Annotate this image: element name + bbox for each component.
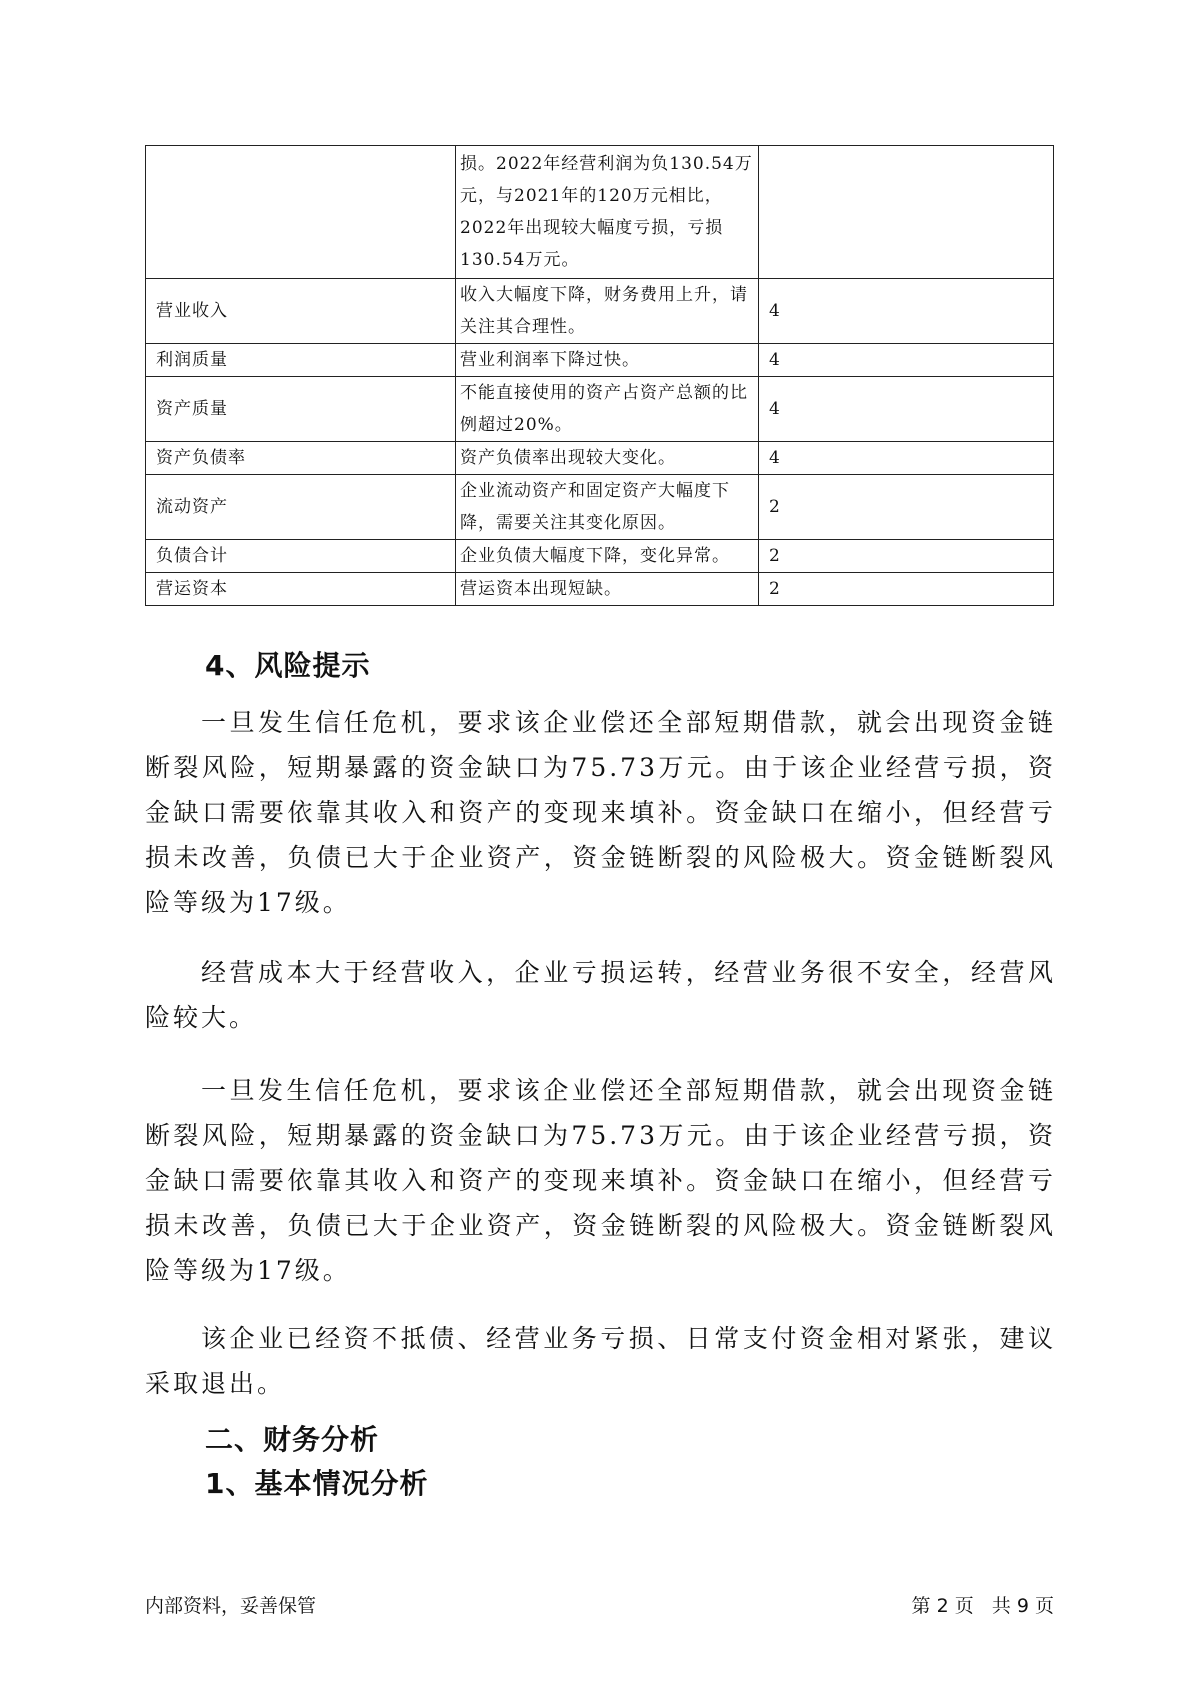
risk-paragraph: 经营成本大于经营收入，企业亏损运转，经营业务很不安全，经营风险较大。 (145, 958, 1056, 1032)
table-cell-item: 营运资本 (146, 573, 456, 606)
table-cell-desc: 收入大幅度下降，财务费用上升，请关注其合理性。 (456, 279, 759, 344)
table-cell-item (146, 146, 456, 279)
table-cell-desc: 营业利润率下降过快。 (456, 344, 759, 377)
table-row (146, 573, 1054, 606)
table-cell-level: 2 (759, 475, 1054, 540)
table-row (146, 279, 1054, 344)
table-row (146, 377, 1054, 442)
table-cell-level: 2 (759, 573, 1054, 606)
table-row (146, 344, 1054, 377)
table-cell-desc: 资产负债率出现较大变化。 (456, 442, 759, 475)
risk-paragraph: 该企业已经资不抵债、经营业务亏损、日常支付资金相对紧张，建议采取退出。 (145, 1324, 1056, 1398)
table-cell-level: 4 (759, 377, 1054, 442)
table-cell-item: 流动资产 (146, 475, 456, 540)
table-row (146, 540, 1054, 573)
table-cell-desc: 企业负债大幅度下降，变化异常。 (456, 540, 759, 573)
table-cell-level: 4 (759, 442, 1054, 475)
table-row (146, 146, 1054, 279)
footer-page-number: 第 2 页 共 9 页 (911, 1595, 1054, 1617)
section-heading-finance: 二、财务分析 (205, 1423, 380, 1456)
table-cell-level: 4 (759, 279, 1054, 344)
table-cell-item: 负债合计 (146, 540, 456, 573)
risk-indicator-table (145, 145, 1054, 606)
risk-paragraph: 一旦发生信任危机，要求该企业偿还全部短期借款，就会出现资金链断裂风险，短期暴露的资金缺口为75.73万元。由于该企业经营亏损，资金缺口需要依靠其收入和资产的变现来填补。资金缺口在缩小，但经营亏损未改善，负债已大于企业资产，资金链断裂的风险极大。资金链断裂风险等级为17级。 (145, 708, 1056, 917)
table-cell-item: 营业收入 (146, 279, 456, 344)
table-cell-level: 2 (759, 540, 1054, 573)
subsection-heading-basic: 1、基本情况分析 (205, 1467, 429, 1500)
section-heading-risk: 4、风险提示 (205, 649, 371, 682)
risk-paragraph: 一旦发生信任危机，要求该企业偿还全部短期借款，就会出现资金链断裂风险，短期暴露的资金缺口为75.73万元。由于该企业经营亏损，资金缺口需要依靠其收入和资产的变现来填补。资金缺口在缩小，但经营亏损未改善，负债已大于企业资产，资金链断裂的风险极大。资金链断裂风险等级为17级。 (145, 1076, 1056, 1285)
table-row (146, 442, 1054, 475)
table-cell-desc: 不能直接使用的资产占资产总额的比例超过20%。 (456, 377, 759, 442)
table-cell-level (759, 146, 1054, 279)
table-row (146, 475, 1054, 540)
table-cell-desc: 损。2022年经营利润为负130.54万元，与2021年的120万元相比，2022年出现较大幅度亏损，亏损130.54万元。 (456, 146, 759, 279)
table-cell-item: 资产负债率 (146, 442, 456, 475)
table-cell-item: 资产质量 (146, 377, 456, 442)
table-cell-item: 利润质量 (146, 344, 456, 377)
table-cell-desc: 企业流动资产和固定资产大幅度下降，需要关注其变化原因。 (456, 475, 759, 540)
table-cell-desc: 营运资本出现短缺。 (456, 573, 759, 606)
table-cell-level: 4 (759, 344, 1054, 377)
footer-confidential-note: 内部资料，妥善保管 (145, 1595, 317, 1617)
